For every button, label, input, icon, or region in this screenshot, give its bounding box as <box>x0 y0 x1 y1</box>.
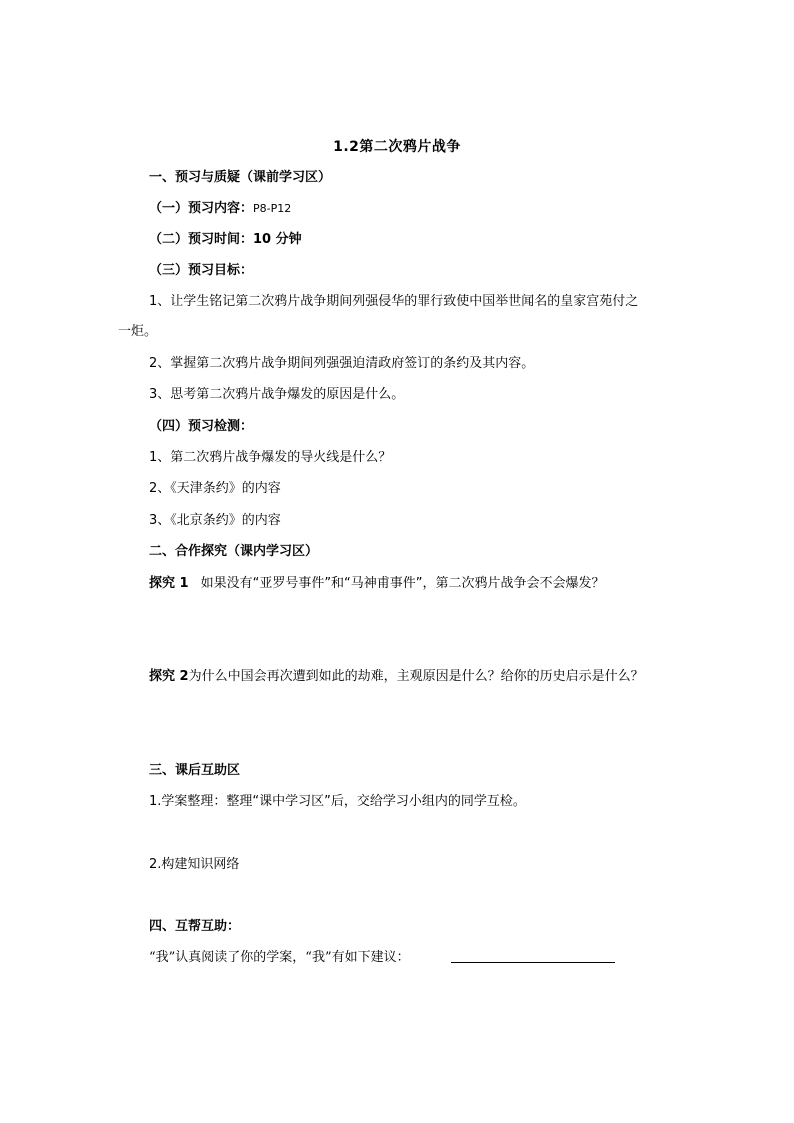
suggestion-prompt: “我”认真阅读了你的学案，“我”有如下建议： <box>149 950 410 965</box>
goal-2: 2、掌握第二次鸦片战争期间列强强迫清政府签订的条约及其内容。 <box>149 356 535 371</box>
preview-content-label: （一）预习内容： <box>149 201 254 216</box>
suggestion-blank-line[interactable] <box>451 962 615 963</box>
check-3: 3、《北京条约》的内容 <box>149 513 281 528</box>
check-1: 1、第二次鸦片战争爆发的导火线是什么？ <box>149 450 392 465</box>
explore-2-label: 探究 2 <box>149 669 189 684</box>
section4-heading: 四、互帮互助： <box>149 919 241 934</box>
preview-goals-label: （三）预习目标： <box>149 263 254 278</box>
after-class-item-1: 1.学案整理：整理“课中学习区”后，交给学习小组内的同学互检。 <box>149 794 526 809</box>
explore-2 <box>149 668 644 686</box>
explore-2-text: 为什么中国会再次遭到如此的劫难，主观原因是什么？给你的历史启示是什么？ <box>188 669 644 684</box>
preview-content-value: P8-P12 <box>253 202 292 215</box>
explore-1-label: 探究 1 <box>149 576 189 591</box>
check-2: 2、《天津条约》的内容 <box>149 481 281 496</box>
goal-3: 3、思考第二次鸦片战争爆发的原因是什么。 <box>149 387 405 402</box>
section2-heading: 二、合作探究（课内学习区） <box>149 544 319 559</box>
goal-1-line-2: 一炬。 <box>118 324 158 339</box>
explore-1-text: 如果没有“亚罗号事件”和“马神甫事件”，第二次鸦片战争会不会爆发？ <box>200 576 605 591</box>
preview-check-label: （四）预习检测： <box>149 419 254 434</box>
document-title: 1.2第二次鸦片战争 <box>333 139 461 155</box>
preview-time-label: （二）预习时间： <box>149 232 254 247</box>
goal-1-line-1: 1、让学生铭记第二次鸦片战争期间列强侵华的罪行致使中国举世闻名的皇家宫苑付之 <box>149 294 639 309</box>
preview-content-row <box>149 200 291 218</box>
explore-1 <box>149 575 605 593</box>
preview-time-row <box>149 231 302 249</box>
section1-heading: 一、预习与质疑（课前学习区） <box>149 170 332 185</box>
after-class-item-2: 2.构建知识网络 <box>149 857 240 872</box>
preview-time-value: 10 分钟 <box>253 232 302 247</box>
section3-heading: 三、课后互助区 <box>149 763 241 778</box>
